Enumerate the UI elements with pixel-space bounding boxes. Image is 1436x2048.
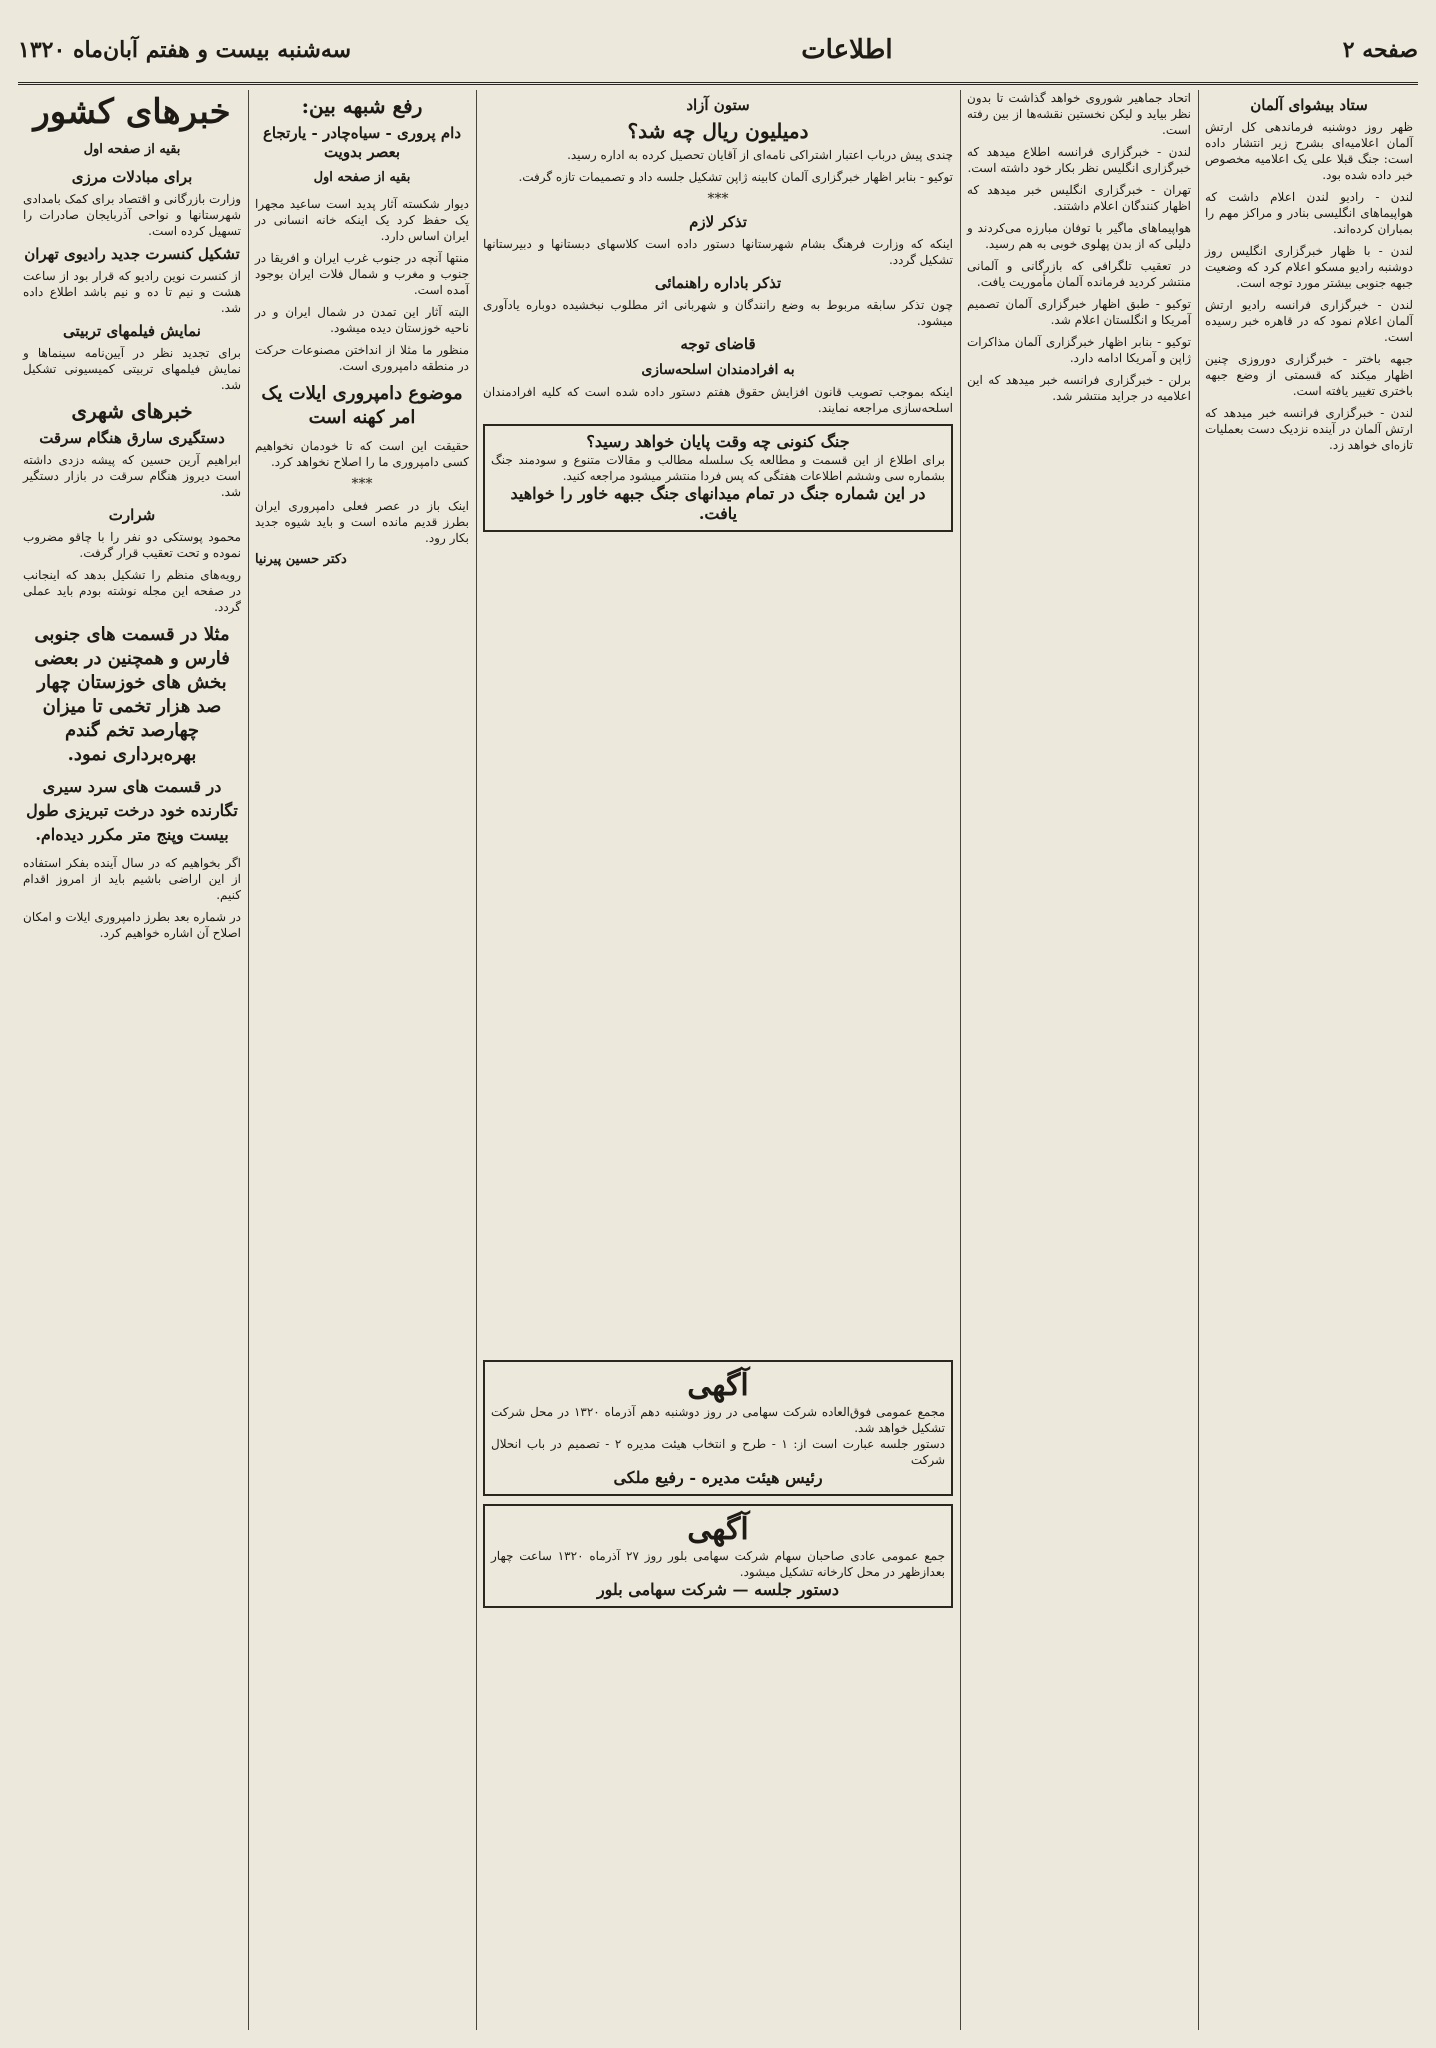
paragraph: چون تذکر سابقه مربوط به وضع رانندگان و شهربانی اثر مطلوب نبخشیده دوباره یادآوری میشود. xyxy=(483,298,953,328)
ornament: *** xyxy=(351,476,373,492)
paragraph: لندن - رادیو لندن اعلام داشت که هواپیماهای انگلیسی بنادر و مراکز مهم را بمباران کرده‌اند. xyxy=(1205,190,1413,236)
article-subtitle: دام پروری - سیاه‌چادر - یارتجاع بعصر بدویت xyxy=(262,124,462,161)
columns xyxy=(18,90,1418,2030)
column-1 xyxy=(1200,90,1418,2030)
headline: دمیلیون ریال چه شد؟ xyxy=(627,119,809,143)
paragraph: اینکه بموجب تصویب قانون افزایش حقوق هفتم دستور داده شده است که کلیه افرادمندان اسلحه‌سازی مراجعه نمایند. xyxy=(483,385,953,415)
paragraph: لندن - خبرگزاری فرانسه خبر میدهد که ارتش آلمان در آینده نزدیک دست بعملیات تازه‌ای خواهد زد. xyxy=(1205,406,1413,452)
paragraph: اینک باز در عصر فعلی دامپروری ایران بطرز قدیم مانده است و باید شیوه جدید بکار رود. xyxy=(255,499,469,545)
section-title: ستون آزاد xyxy=(686,96,750,114)
paragraph: محمود پوستکی دو نفر را با چاقو مضروب نموده و تحت تعقیب قرار گرفت. xyxy=(23,530,241,560)
paragraph: لندن - با ظهار خبرگزاری انگلیس روز دوشنبه رادیو مسکو اعلام کرد که وضعیت جبهه جنوبی بیشتر مورد توجه است. xyxy=(1205,244,1413,290)
article-title: نمایش فیلمهای تربیتی xyxy=(63,322,201,340)
paragraph: اگر بخواهیم که در سال آینده بفکر استفاده از این اراضی باشیم باید از امروز اقدام کنیم. xyxy=(23,856,241,902)
ad-title: آگهی xyxy=(687,1368,749,1403)
ad-body: جمع عمومی عادی صاحبان سهام شرکت سهامی بلور روز ۲۷ آذرماه ۱۳۲۰ ساعت چهار بعدازظهر در محل کارخانه تشکیل میشود. xyxy=(491,1549,945,1579)
ad-signature: دستور جلسه — شرکت سهامی بلور xyxy=(596,1580,840,1599)
column-rule xyxy=(248,90,249,2030)
paragraph: اتحاد جماهیر شوروی خواهد گذاشت تا بدون نظر بیاید و لیکن نخستین نقشه‌ها از بین رفته است. xyxy=(967,91,1191,137)
paragraph: هواپیماهای ماگیر با توفان مبارزه می‌کردند و دلیلی که از بدن پهلوی خوبی به هم رسید. xyxy=(967,221,1191,251)
column-rule xyxy=(960,90,961,2030)
paragraph: رویه‌های منظم را تشکیل بدهد که اینجانب در صفحه این مجله نوشته بودم باید عملی گردد. xyxy=(23,568,241,614)
paragraph: وزارت بازرگانی و اقتصاد برای کمک بامدادی شهرستانها و نواحی آذربایجان صادرات را تسهیل کرده است. xyxy=(23,192,241,238)
highlight-text: در قسمت های سرد سیری تگارنده خود درخت تبریزی طول بیست وپنج متر مکرر دیده‌ام. xyxy=(26,777,238,844)
paragraph: لندن - خبرگزاری فرانسه اطلاع میدهد که خبرگزاری انگلیس نظر بکار خود داشته است. xyxy=(967,145,1191,175)
page-number: صفحه ۲ xyxy=(1342,37,1418,63)
paragraph: در شماره بعد بطرز دامپروری ایلات و امکان اصلاح آن اشاره خواهیم کرد. xyxy=(23,910,241,940)
paragraph: منظور ما مثلا از انداختن مصنوعات حرکت در منطقه دامپروری است. xyxy=(255,343,469,373)
article-title: ستاد بیشوای آلمان xyxy=(1250,96,1368,114)
article-title: رفع شبهه بین: xyxy=(301,94,423,118)
ad-box-1 xyxy=(483,1360,953,1496)
paragraph: برلن - خبرگزاری فرانسه خبر میدهد که این اعلامیه در جراید منتشر شد. xyxy=(967,373,1191,403)
paragraph: از کنسرت نوین رادیو که قرار بود از ساعت هشت و نیم تا ده و نیم باشد اطلاع داده شد. xyxy=(23,269,241,315)
author: دکتر حسین پیرنیا xyxy=(255,552,347,567)
column-rule xyxy=(476,90,477,2030)
ad-box-2 xyxy=(483,1504,953,1608)
ad-body: مجمع عمومی فوق‌العاده شرکت سهامی در روز دوشنبه دهم آذرماه ۱۳۲۰ در محل شرکت تشکیل خواهد شد. xyxy=(491,1405,946,1435)
paragraph: منتها آنچه در جنوب غرب ایران و افریقا در جنوب و مغرب و شمال فلات ایران بوجود آمده است. xyxy=(255,251,469,297)
highlight-heading: موضوع دامپروری ایلات یک امر کهنه است xyxy=(261,383,463,428)
paragraph: البته آثار این تمدن در شمال ایران و در ناحیه خوزستان دیده میشود. xyxy=(255,305,469,335)
section-subheading: خبرهای شهری xyxy=(71,399,193,423)
ad-signature: رئیس هیئت مدیره - رفیع ملکی xyxy=(613,1468,823,1487)
paragraph: حقیقت این است که تا خودمان نخواهیم کسی دامپروری ما را اصلاح نخواهد کرد. xyxy=(255,439,469,469)
paragraph: تهران - خبرگزاری انگلیس خبر میدهد که اظهار کنندگان اعلام داشتند. xyxy=(967,183,1191,213)
paragraph: توکیو - بنابر اظهار خبرگزاری آلمان مذاکرات ژاپن و آمریکا ادامه دارد. xyxy=(967,335,1191,365)
paragraph: لندن - خبرگزاری فرانسه رادیو ارتش آلمان اعلام نمود که در قاهره خبر رسیده است. xyxy=(1205,298,1413,344)
paragraph: برای تجدید نظر در آیین‌نامه سینماها و نمایش فیلمهای تربیتی کمیسیونی تشکیل شد. xyxy=(23,346,241,392)
paragraph: اینکه که وزارت فرهنگ بشام شهرستانها دستور داده است کلاسهای دبستانها و دبیرستانها تشکیل گردد. xyxy=(483,237,953,267)
article-title: قاضای توجه xyxy=(680,335,756,353)
ad-title: آگهی xyxy=(687,1512,749,1547)
promo-box xyxy=(483,424,953,532)
newspaper-page xyxy=(18,18,1418,2030)
highlight-text: مثلا در قسمت های جنوبی فارس و همچنین در بعضی بخش های خوزستان چهار صد هزار تخمی تا میزان چهارصد تخم گندم بهره‌برداری نمود. xyxy=(34,624,230,765)
paragraph: ابراهیم آرین حسین که پیشه دزدی داشته است دیروز هنگام سرقت در بازار دستگیر شد. xyxy=(23,453,241,499)
column-3 xyxy=(478,90,958,1340)
promo-title: جنگ کنونی چه وقت پایان خواهد رسید؟ xyxy=(586,432,850,451)
article-title: دستگیری سارق هنگام سرقت xyxy=(39,429,225,447)
column-2 xyxy=(962,90,1196,2030)
column-rule xyxy=(1198,90,1199,2030)
masthead xyxy=(18,18,1418,85)
column-4 xyxy=(250,90,474,2030)
issue-date: سه‌شنبه بیست و هفتم آبان‌ماه ۱۳۲۰ xyxy=(18,37,352,63)
article-title: شرارت xyxy=(108,506,156,524)
paragraph: توکیو - طبق اظهار خبرگزاری آلمان تصمیم آمریکا و انگلستان اعلام شد. xyxy=(967,297,1191,327)
paragraph: دیوار شکسته آثار پدید است ساعید مجهرا یک حفظ کرد یک اینکه خانه انسانی در ایران اساس دارد. xyxy=(255,197,469,243)
article-title: تذکر لازم xyxy=(689,213,747,231)
section-title: خبرهای کشور xyxy=(33,92,231,132)
ads-block xyxy=(478,1352,958,2030)
paragraph: ظهر روز دوشنبه فرماندهی کل ارتش آلمان اعلامیه‌ای بشرح زیر انتشار داده است: جنگ قبلا علی یک اعلامیه مخصوص خبر داده شده بود. xyxy=(1205,120,1413,182)
paragraph: جبهه باختر - خبرگزاری دوروزی چنین اظهار میکند که قسمتی از وضع جبهه باختری تغییر یافته است. xyxy=(1205,352,1413,398)
article-title: برای مبادلات مرزی xyxy=(71,168,193,186)
newspaper-name: اطلاعات xyxy=(801,35,893,65)
ornament: *** xyxy=(707,191,729,207)
article-title: تشکیل کنسرت جدید رادیوی تهران xyxy=(24,245,240,263)
promo-subtitle: در این شماره جنگ در تمام میدانهای جنگ جبهه خاور را خواهید یافت. xyxy=(510,484,926,523)
column-5 xyxy=(18,90,246,2030)
ad-agenda: دستور جلسه عبارت است از: ۱ - طرح و انتخاب هیئت مدیره ۲ - تصمیم در باب انحلال شرکت xyxy=(491,1437,945,1467)
paragraph: چندی پیش درباب اعتبار اشتراکی نامه‌ای از آقایان تحصیل کرده به اداره رسید. xyxy=(567,148,953,162)
continued-label: بقیه از صفحه اول xyxy=(83,142,181,157)
promo-body: برای اطلاع از این قسمت و مطالعه یک سلسله مطالب و مقالات متنوع و سودمند جنگ بشماره سی وششم اطلاعات هفتگی که پس فردا منتشر میشود مراجعه کنید. xyxy=(491,453,945,483)
paragraph: در تعقیب تلگرافی که بازرگانی و آلمانی منتشر کردید فرمانده آلمان مأموریت یافت. xyxy=(967,259,1191,289)
article-title: تذکر باداره راهنمائی xyxy=(654,274,782,292)
continued-label: بقیه از صفحه اول xyxy=(313,170,411,185)
paragraph: توکیو - بنابر اظهار خبرگزاری آلمان کابینه ژاپن تشکیل جلسه داد و تصمیمات تازه گرفت. xyxy=(518,170,953,184)
article-subtitle: به افرادمندان اسلحه‌سازی xyxy=(641,362,795,378)
